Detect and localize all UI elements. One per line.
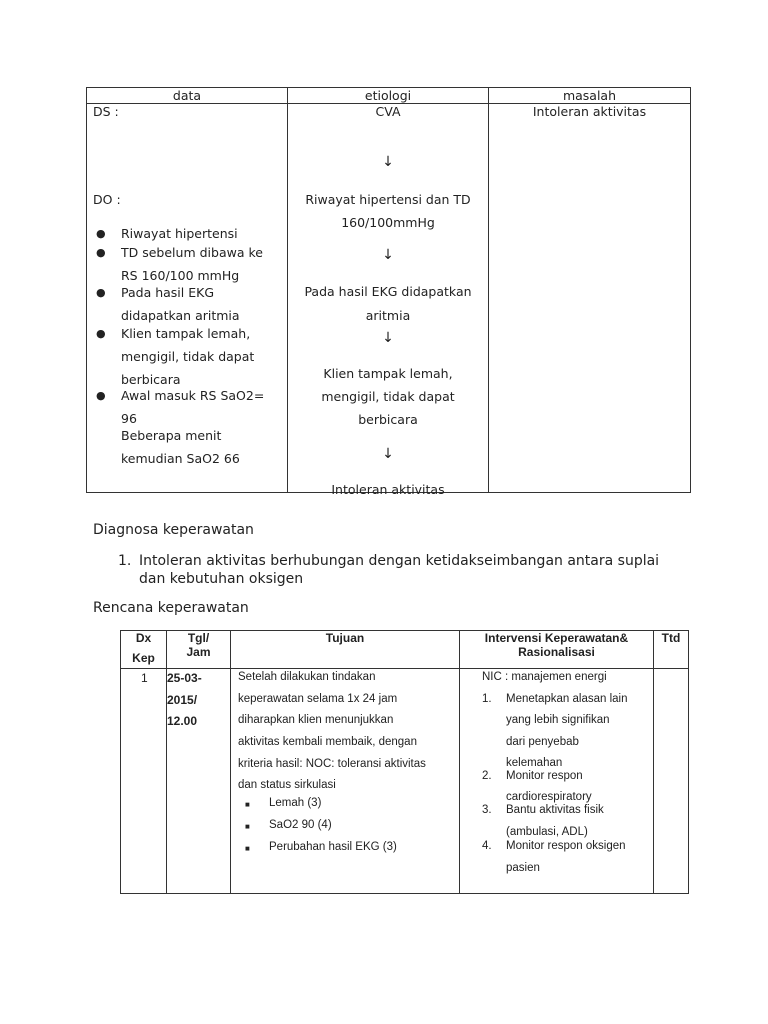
- square-bullet-icon: ■: [245, 800, 250, 809]
- diagnosa-heading: Diagnosa keperawatan: [93, 522, 254, 538]
- header-tgl: [167, 631, 231, 669]
- intervensi-number: 3.: [482, 804, 492, 816]
- etiologi-text: Riwayat hipertensi dan TD: [305, 192, 471, 207]
- rencana-heading: Rencana keperawatan: [93, 600, 249, 616]
- etiologi-text: Pada hasil EKG didapatkan: [304, 284, 472, 299]
- bullet-icon: ●: [96, 246, 106, 259]
- down-arrow-icon: ↓: [382, 247, 394, 263]
- etiologi-text: Klien tampak lemah,: [323, 366, 453, 381]
- square-bullet-icon: ■: [245, 844, 250, 853]
- care-plan-table: [120, 630, 689, 894]
- tujuan-line: diharapkan klien menunjukkan: [238, 714, 394, 726]
- header-data: data: [87, 88, 288, 104]
- header-dx: [121, 631, 167, 669]
- do-item-text: berbicara: [121, 372, 181, 387]
- do-item-text: Klien tampak lemah,: [121, 326, 251, 341]
- etiologi-text: aritmia: [365, 308, 411, 323]
- header-tgl-line: Tgl/: [187, 631, 210, 645]
- do-item-text: Pada hasil EKG: [121, 285, 214, 300]
- intervensi-line: cardiorespiratory: [506, 791, 592, 803]
- intervensi-line: yang lebih signifikan: [506, 714, 610, 726]
- tujuan-line: keperawatan selama 1x 24 jam: [238, 693, 398, 705]
- tgl-line: 2015/: [167, 693, 198, 707]
- diagnosa-number: 1.: [118, 553, 132, 569]
- do-item-text: mengigil, tidak dapat: [121, 349, 255, 364]
- tgl-line: 12.00: [167, 714, 198, 728]
- analysis-table-row: [87, 104, 691, 493]
- do-item-text: RS 160/100 mmHg: [121, 268, 240, 283]
- tgl-line: 25-03-: [167, 671, 202, 685]
- tujuan-line: Setelah dilakukan tindakan: [238, 671, 376, 683]
- intervensi-line: Monitor respon oksigen: [506, 840, 626, 852]
- diagnosa-item-line: Intoleran aktivitas berhubungan dengan ketidakseimbangan antara suplai: [139, 553, 660, 569]
- do-item-text: 96: [121, 411, 137, 426]
- etiologi-text: Intoleran aktivitas: [331, 482, 445, 497]
- kriteria-item: Perubahan hasil EKG (3): [269, 841, 397, 853]
- intervensi-cell: [460, 669, 654, 894]
- do-item-text: Awal masuk RS SaO2=: [121, 388, 265, 403]
- analysis-table: [86, 87, 691, 497]
- analysis-table-header: [87, 88, 691, 104]
- intervensi-number: 4.: [482, 840, 492, 852]
- intervensi-line: kelemahan: [506, 757, 563, 769]
- intervensi-line: dari penyebab: [506, 736, 579, 748]
- header-tgl-line: Jam: [186, 645, 211, 659]
- header-intervensi: [460, 631, 654, 669]
- bullet-icon: ●: [96, 227, 106, 240]
- ds-label: DS :: [93, 104, 119, 119]
- kriteria-item: SaO2 90 (4): [269, 819, 332, 831]
- tujuan-line: dan status sirkulasi: [238, 779, 336, 791]
- intervensi-line: Menetapkan alasan lain: [506, 693, 628, 705]
- dx-cell: [121, 669, 167, 894]
- do-tail-text: Beberapa menit: [121, 428, 222, 443]
- masalah-text: Intoleran aktivitas: [532, 104, 647, 119]
- header-dx-line: Kep: [132, 651, 155, 665]
- header-etiologi: etiologi: [288, 88, 489, 104]
- intervensi-line: (ambulasi, ADL): [506, 826, 588, 838]
- intervensi-line: Bantu aktivitas fisik: [506, 804, 604, 816]
- do-item-text: TD sebelum dibawa ke: [121, 245, 263, 260]
- intervensi-number: 2.: [482, 770, 492, 782]
- etiologi-text: berbicara: [358, 412, 418, 427]
- diagnosa-item-line: dan kebutuhan oksigen: [139, 571, 304, 587]
- header-intervensi-line: Rasionalisasi: [518, 645, 595, 659]
- header-ttd: Ttd: [654, 631, 689, 669]
- data-cell: [87, 104, 288, 493]
- masalah-cell: [489, 104, 691, 493]
- bullet-icon: ●: [96, 286, 106, 299]
- nic-title: NIC : manajemen energi: [482, 671, 607, 683]
- dx-value: 1: [141, 671, 148, 685]
- kriteria-item: Lemah (3): [269, 797, 322, 809]
- do-tail-text: kemudian SaO2 66: [121, 451, 240, 466]
- header-tujuan: Tujuan: [231, 631, 460, 669]
- header-intervensi-line: Intervensi Keperawatan&: [484, 631, 629, 645]
- header-masalah: masalah: [489, 88, 691, 104]
- etiologi-text: 160/100mmHg: [341, 215, 435, 230]
- intervensi-line: pasien: [506, 862, 540, 874]
- care-plan-header: [121, 631, 689, 669]
- intervensi-number: 1.: [482, 693, 492, 705]
- bullet-icon: ●: [96, 389, 106, 402]
- do-item-text: Riwayat hipertensi: [121, 226, 238, 241]
- do-item-text: didapatkan aritmia: [121, 308, 240, 323]
- care-plan-row: [121, 669, 689, 894]
- down-arrow-icon: ↓: [382, 154, 394, 170]
- down-arrow-icon: ↓: [382, 446, 394, 462]
- down-arrow-icon: ↓: [382, 330, 394, 346]
- ttd-cell: [654, 669, 689, 894]
- tgl-cell: [167, 669, 231, 894]
- header-dx-line: Dx: [135, 631, 152, 645]
- intervensi-line: Monitor respon: [506, 770, 583, 782]
- tujuan-line: aktivitas kembali membaik, dengan: [238, 736, 417, 748]
- tujuan-line: kriteria hasil: NOC: toleransi aktivitas: [238, 758, 426, 770]
- do-label: DO :: [93, 192, 121, 207]
- tujuan-cell: [231, 669, 460, 894]
- etiologi-cva: CVA: [375, 104, 401, 119]
- etiologi-cell: [288, 104, 489, 497]
- etiologi-text: mengigil, tidak dapat: [321, 389, 455, 404]
- bullet-icon: ●: [96, 327, 106, 340]
- square-bullet-icon: ■: [245, 822, 250, 831]
